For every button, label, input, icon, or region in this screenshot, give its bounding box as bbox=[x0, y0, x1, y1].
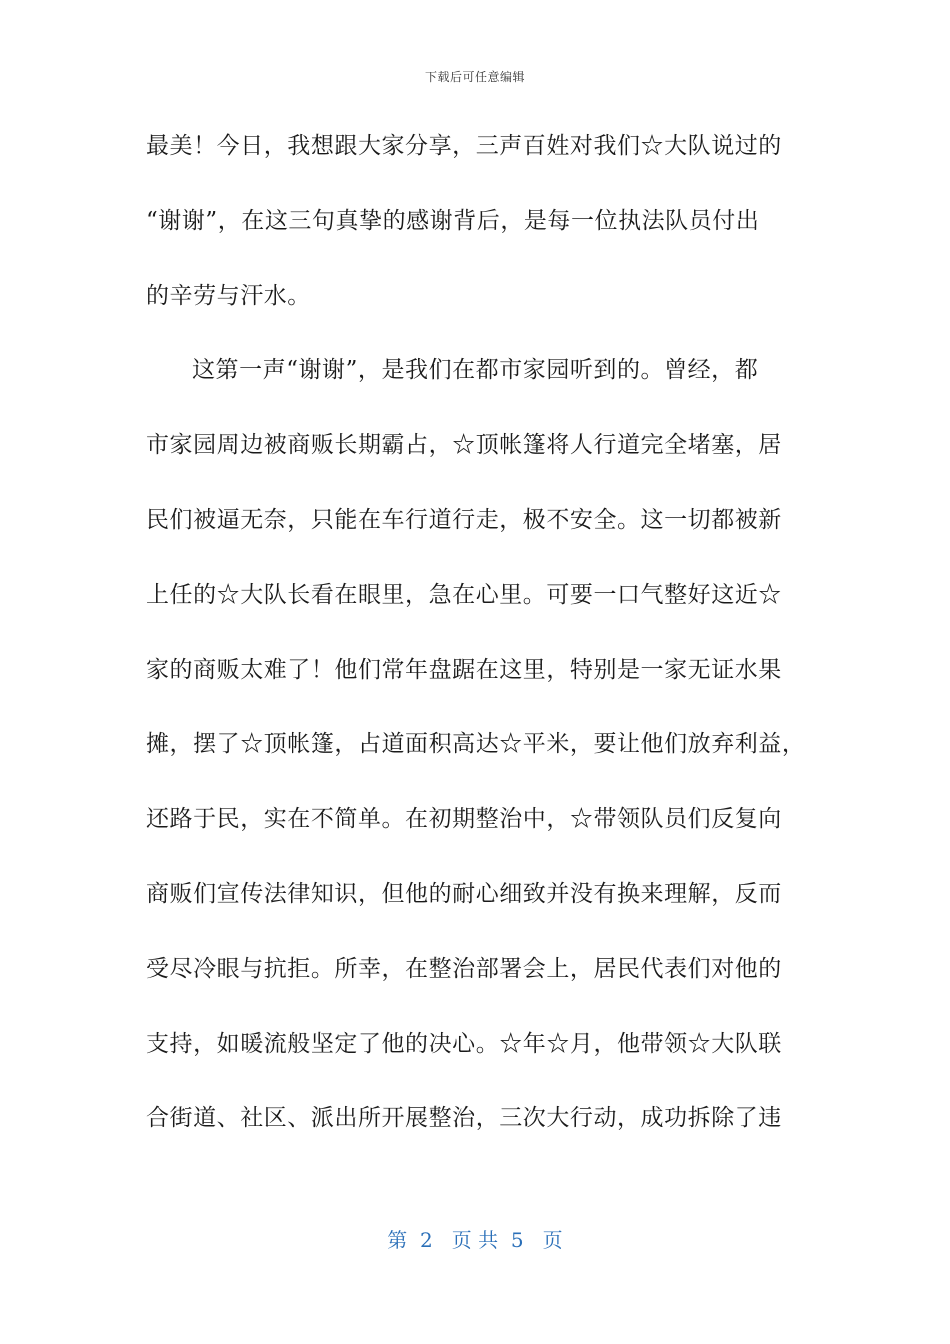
text-line: 受尽冷眼与抗拒。所幸，在整治部署会上，居民代表们对他的 bbox=[146, 955, 782, 982]
text-line: “谢谢”，在这三句真挚的感谢背后，是每一位执法队员付出 bbox=[146, 207, 760, 234]
header-note: 下载后可任意编辑 bbox=[424, 70, 525, 84]
text-line: 民们被逼无奈，只能在车行道行走，极不安全。这一切都被新 bbox=[146, 506, 782, 533]
text-line: 还路于民，实在不简单。在初期整治中，☆带领队员们反复向 bbox=[146, 806, 782, 833]
text-line: 的辛劳与汗水。 bbox=[146, 282, 311, 309]
text-line-paragraph-start: 这第一声“谢谢”，是我们在都市家园听到的。曾经，都 bbox=[192, 357, 759, 384]
body-text bbox=[146, 122, 806, 1169]
text-line: 上任的☆大队长看在眼里，急在心里。可要一口气整好这近☆ bbox=[146, 581, 782, 608]
text-line: 支持，如暖流般坚定了他的决心。☆年☆月，他带领☆大队联 bbox=[146, 1030, 782, 1057]
text-line: 摊，摆了☆顶帐篷，占道面积高达☆平米，要让他们放弃利益， bbox=[146, 731, 806, 758]
page-number-footer: 第 2 页 共 5 页 bbox=[387, 1228, 563, 1252]
text-line: 商贩们宣传法律知识，但他的耐心细致并没有换来理解，反而 bbox=[146, 880, 782, 907]
text-line: 市家园周边被商贩长期霸占，☆顶帐篷将人行道完全堵塞，居 bbox=[146, 432, 782, 459]
text-line: 家的商贩太难了！他们常年盘踞在这里，特别是一家无证水果 bbox=[146, 656, 782, 683]
text-line: 合街道、社区、派出所开展整治，三次大行动，成功拆除了违 bbox=[146, 1105, 782, 1132]
text-line: 最美！今日，我想跟大家分享，三声百姓对我们☆大队说过的 bbox=[146, 133, 782, 159]
